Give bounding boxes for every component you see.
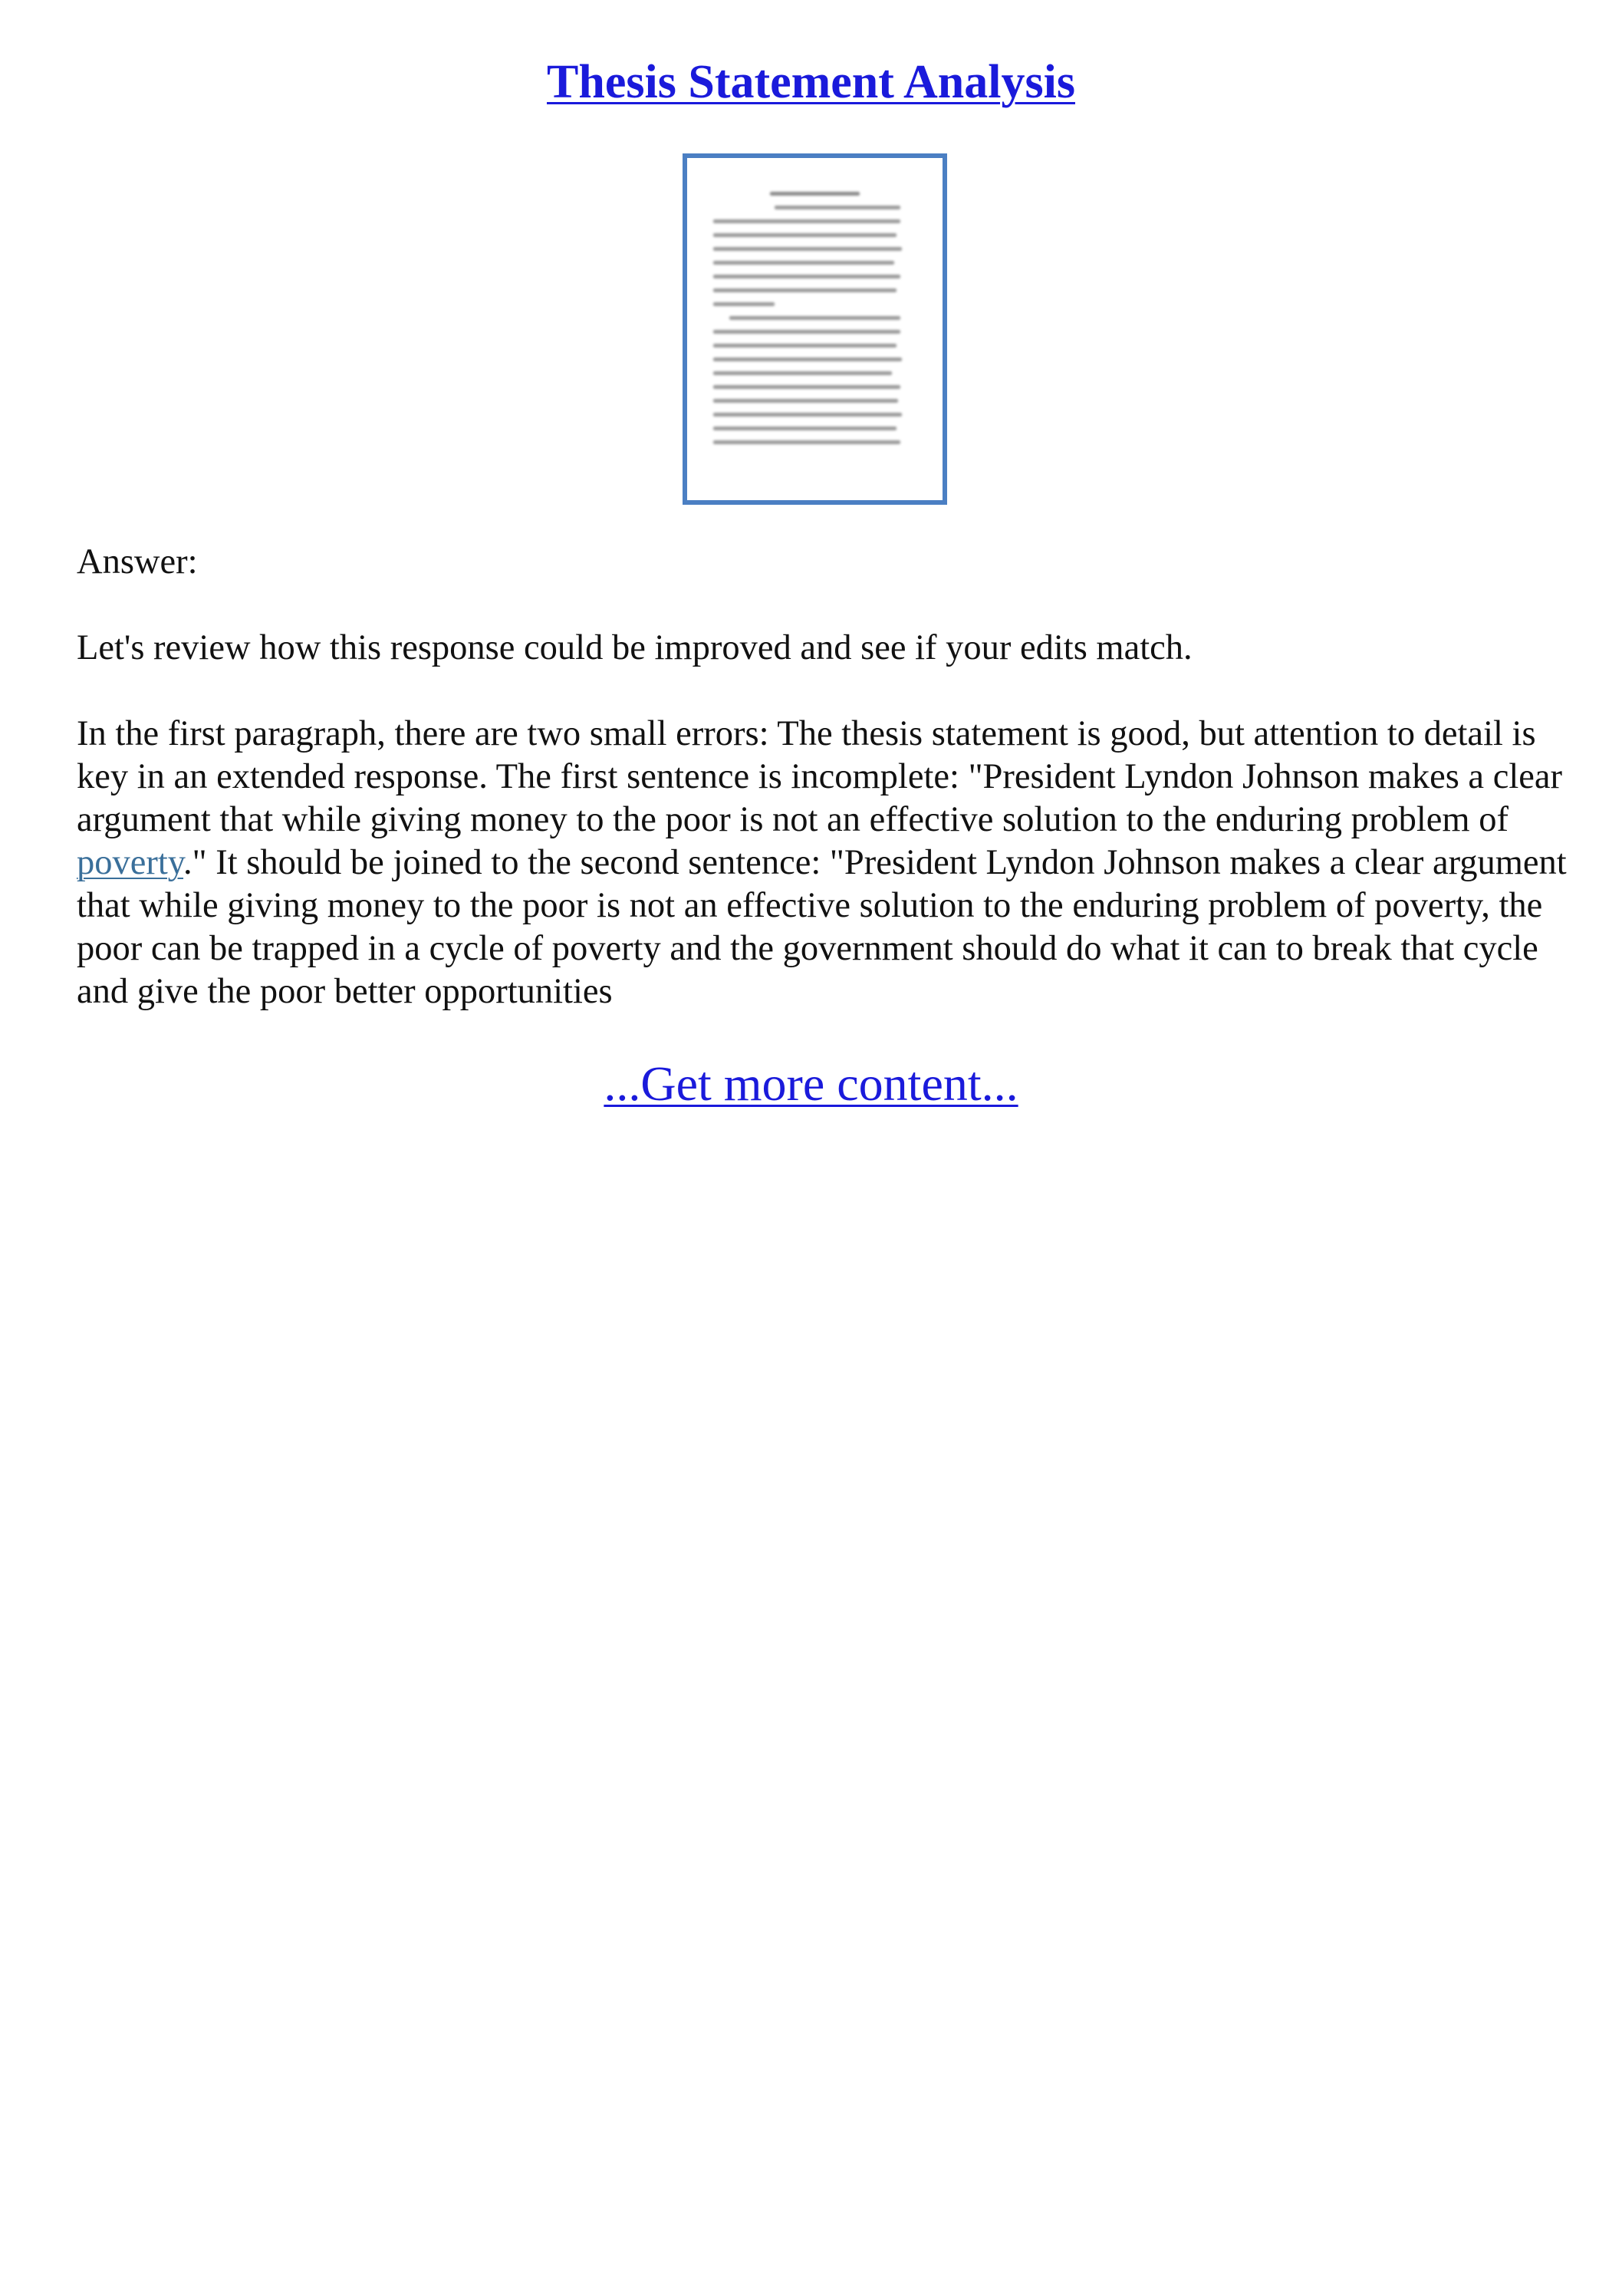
document-thumbnail[interactable]	[683, 153, 947, 505]
poverty-link[interactable]: poverty	[77, 843, 184, 882]
analysis-text-end: ." It should be joined to the second sentence: "President Lyndon Johnson makes a clear argument that while giving money to the poor is not an effective solution to the enduring problem of poverty, the poor can be trapped in a cycle of poverty and the government should do what it can to break that cycle and give the poor better opportunities	[77, 843, 1567, 1011]
main-content	[77, 541, 1568, 1056]
get-more-content	[0, 1055, 1622, 1114]
analysis-paragraph	[77, 713, 1568, 1013]
thumbnail-blurred-text	[713, 192, 916, 477]
analysis-text-start: In the first paragraph, there are two small errors: The thesis statement is good, but attention to detail is key in an extended response. The first sentence is incomplete: "President Lyndon Johnson makes a clear argument that while giving money to the poor is not an effective solution to the enduring problem of	[77, 714, 1563, 839]
intro-paragraph: Let's review how this response could be improved and see if your edits match.	[77, 628, 1193, 667]
page-title	[0, 54, 1622, 110]
get-more-content-link[interactable]: ...Get more content...	[604, 1056, 1018, 1111]
title-link[interactable]: Thesis Statement Analysis	[547, 56, 1075, 108]
answer-label: Answer:	[77, 542, 198, 581]
